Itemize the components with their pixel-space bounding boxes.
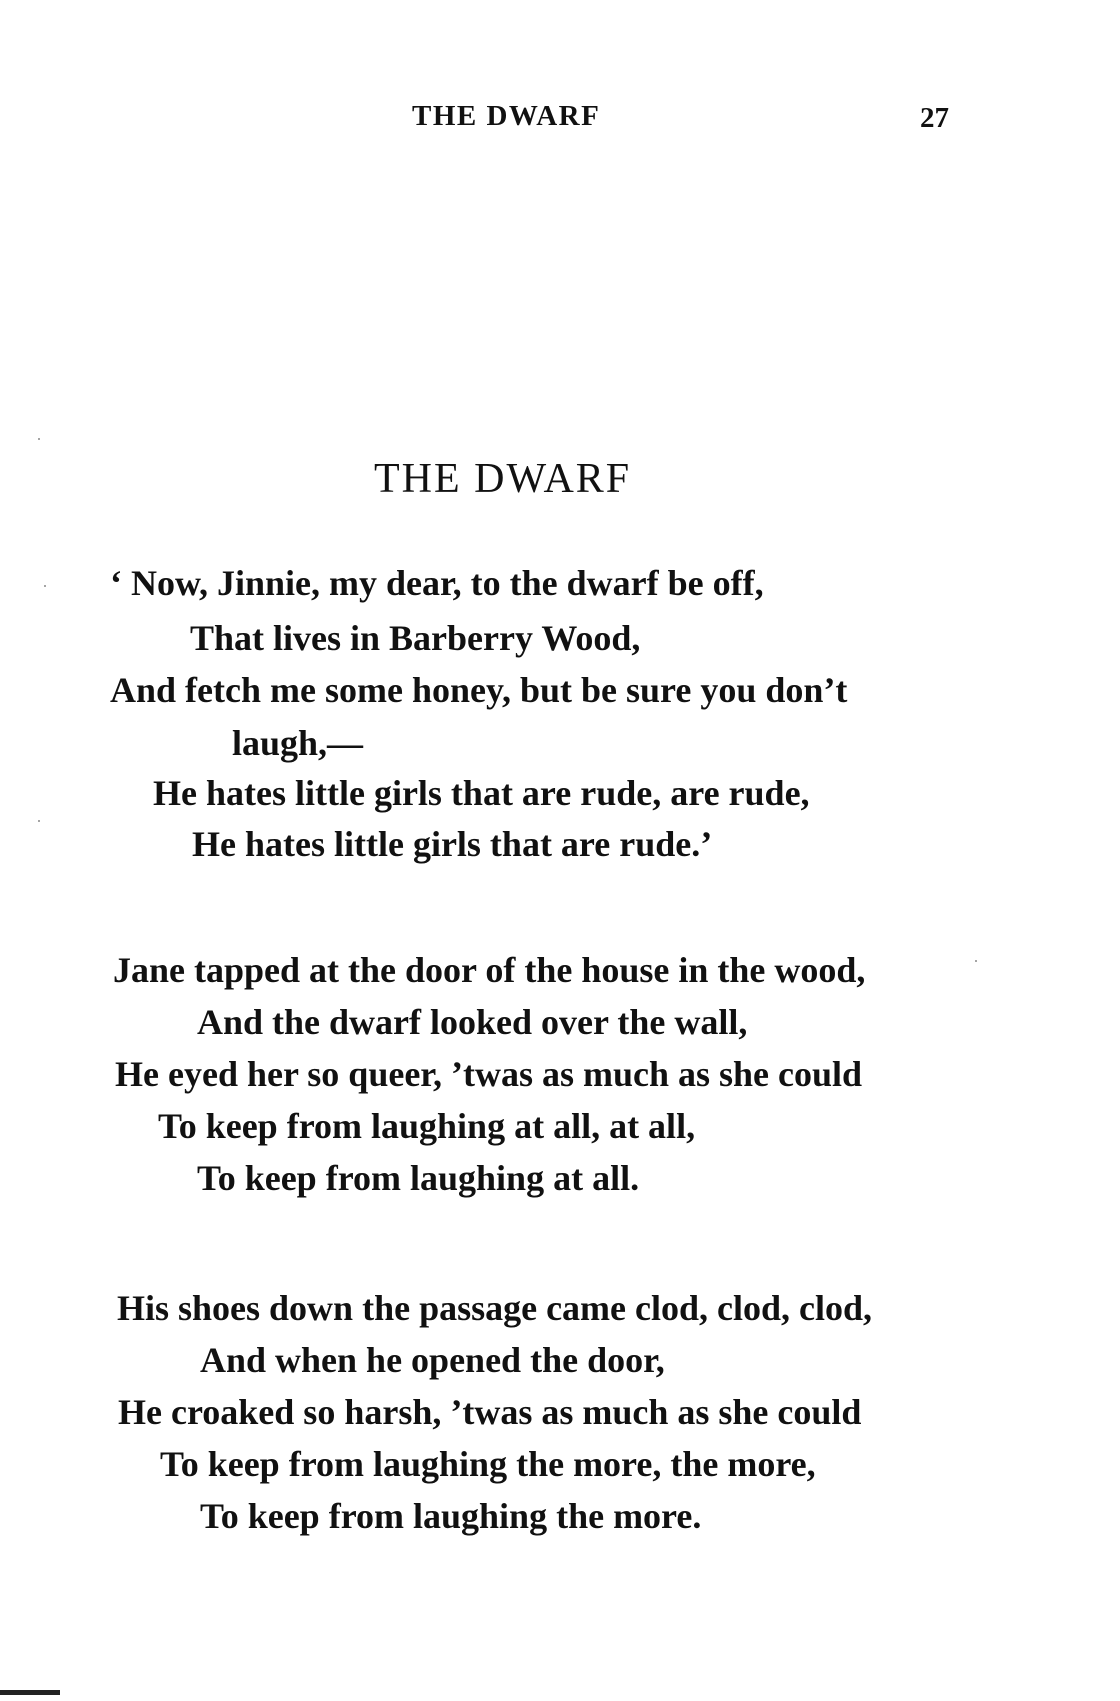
poem-line: That lives in Barberry Wood, [190,618,641,658]
poem-line: To keep from laughing at all, at all, [158,1106,696,1146]
poem-line: ‘ Now, Jinnie, my dear, to the dwarf be off, [110,563,764,603]
running-head [0,100,1120,140]
poem-line: He hates little girls that are rude.’ [192,824,713,864]
poem-line: Jane tapped at the door of the house in the wood, [113,950,866,990]
scan-edge-mark [0,1690,60,1695]
poem-title: THE DWARF [374,456,632,502]
poem-line: And the dwarf looked over the wall, [197,1002,748,1042]
poem-line: His shoes down the passage came clod, clod, clod, [117,1288,873,1328]
poem-line: laugh,— [232,723,364,763]
poem-line: And when he opened the door, [200,1340,665,1380]
scan-speck [38,438,40,440]
running-title: THE DWARF [412,100,601,132]
poem-line: To keep from laughing the more. [200,1496,702,1536]
scan-speck [38,820,40,822]
page-number: 27 [920,102,949,134]
scan-speck [44,585,46,587]
poem-line: To keep from laughing the more, the more, [160,1444,816,1484]
poem-line: He hates little girls that are rude, are rude, [153,773,810,813]
poem-line: To keep from laughing at all. [197,1158,640,1198]
poem-line: And fetch me some honey, but be sure you don’t [110,670,848,710]
poem-line: He croaked so harsh, ’twas as much as she could [118,1392,862,1432]
poem-line: He eyed her so queer, ’twas as much as she could [115,1054,863,1094]
scan-speck [975,960,977,962]
